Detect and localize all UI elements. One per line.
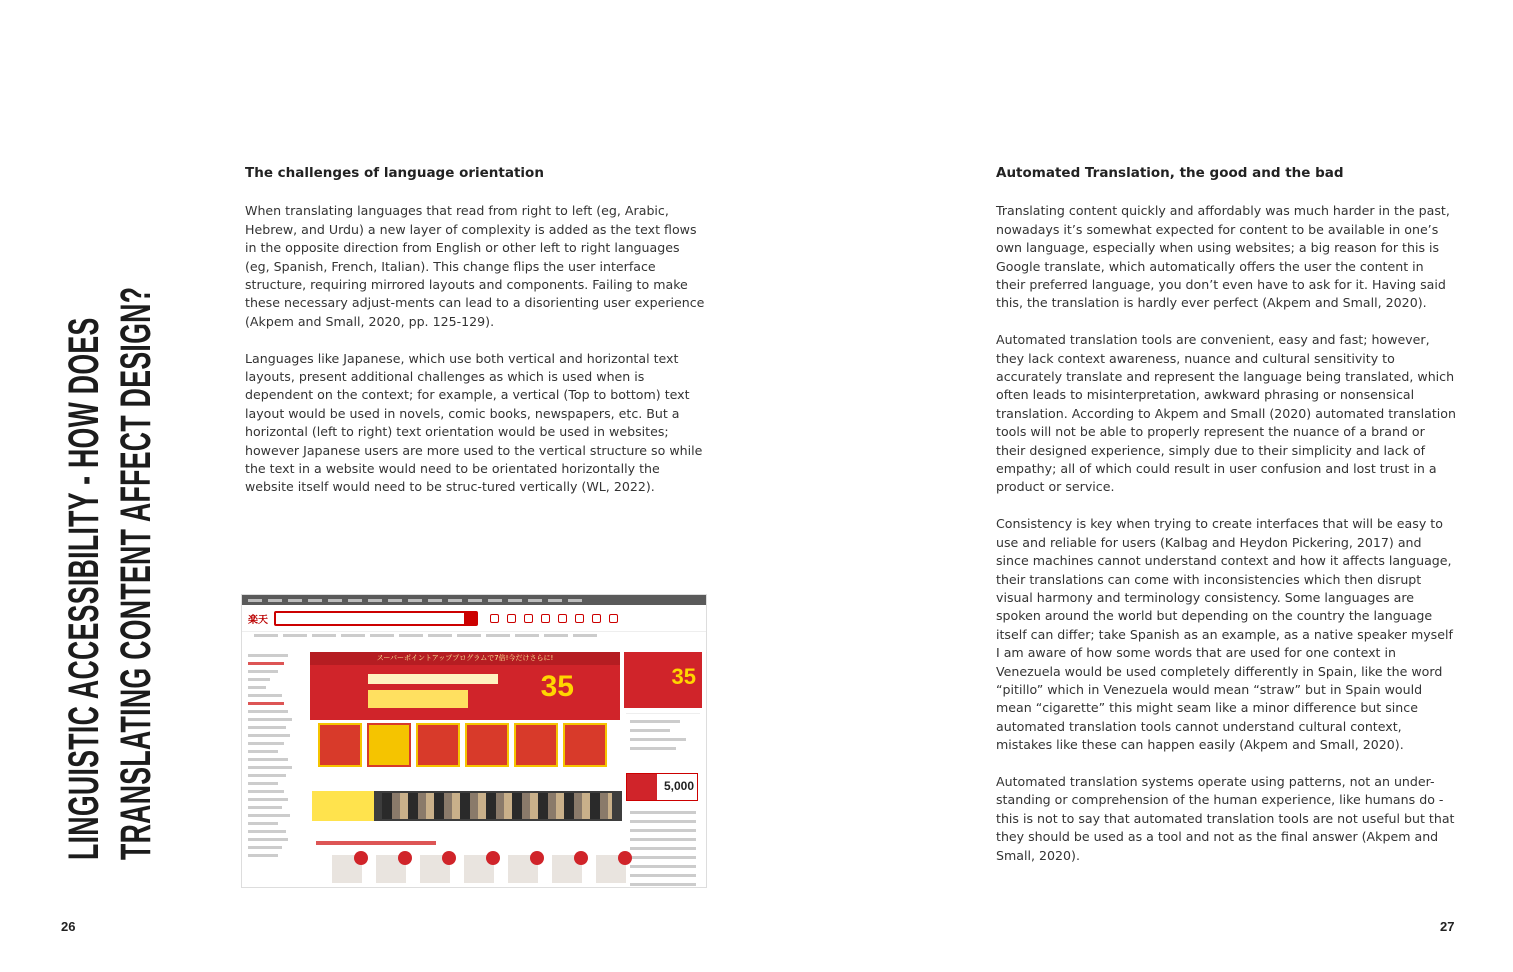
- right-paragraph-3: Consistency is key when trying to create interfaces that will be easy to use and reliable for users (Kalbag and Heydon Pickering, 2017) and since machines cannot understand context and how it affects language, their translations can come with inconsistencies which then disrupt visual harmony and terminology consistency. Some languages are spoken around the world but depending on the country the language itself can differ; take Spanish as an example, as a native speaker myself I am aware of how some words that are used for one context in Venezuela would be used completely differently in Spain, like the word “pitillo” which in Venezuela would mean “straw” but in Spain would mean “cigarette” this might seam like a minor difference but since automated translation tools cannot understand cultural context, mistakes like these can happen easily (Akpem and Small, 2020).: [996, 516, 1453, 753]
- screenshot-top-bar: [242, 595, 706, 605]
- banner-stripe-text: スーパーポイントアッププログラムで7倍!今だけさらに!: [310, 652, 620, 665]
- banner-subtitle: [368, 674, 498, 684]
- screenshot-logo: 楽天: [248, 614, 268, 626]
- right-paragraph-1: Translating content quickly and affordably was much harder in the past, nowadays it’s somewhat expected for content to be available in one’s own language, especially when using websites; a big reason for this is Google translate, which automatically offers the user the content in their preferred language, you don’t even have to ask for it. Having said this, the translation is hardly ever perfect (Akpem and Small, 2020).: [996, 203, 1450, 311]
- search-icon: [464, 613, 476, 624]
- left-paragraph-1: When translating languages that read from right to left (eg, Arabic, Hebrew, and Urdu) a new layer of complexity is added as the text flows in the opposite direction from English or other left to right languages (eg, Spanish, French, Italian). This change flips the user interface structure, requiring mirrored layouts and components. Failing to make these necessary adjust-ments can lead to a disorienting user experience (Akpem and Small, 2020, pp. 125-129).: [245, 203, 705, 329]
- screenshot-login-box: [626, 713, 700, 772]
- right-paragraph-2: Automated translation tools are convenient, easy and fast; however, they lack context awareness, nuance and cultural sensitivity to accurately translate and represent the language being translated, which often leads to misinterpretation, awkward phrasing or nonsensical translation. According to Akpem and Small (2020) automated translation tools will not be able to properly represent the nuance of a brand or their designed experience, simply due to their simplicity and lack of empathy; all of which could result in user confusion and lost trust in a product or service.: [996, 332, 1456, 495]
- right-paragraph-4: Automated translation systems operate using patterns, not an under-standing or comprehension of the human experience, like humans do - this is not to say that automated translation tools are not useful but that they should be used as a tool and not as the final answer (Akpem and Small, 2020).: [996, 773, 1455, 863]
- screenshot-main-banner: [310, 652, 620, 720]
- left-heading: The challenges of language orientation: [245, 165, 544, 181]
- screenshot-header: [242, 605, 706, 632]
- screenshot-deal-banner: [312, 791, 622, 821]
- page-number-left: 26: [61, 919, 76, 934]
- title-line-2: TRANSLATING CONTENT AFFECT DESIGN?: [112, 286, 160, 860]
- screenshot-card-promo: [626, 773, 698, 801]
- banner-subtitle-2: [368, 690, 468, 708]
- page-number-right: 27: [1440, 919, 1455, 934]
- vertical-chapter-title: [58, 150, 162, 860]
- screenshot-product-row: [332, 855, 626, 883]
- title-line-1: LINGUISTIC ACCESSIBILITY - HOW DOES: [60, 317, 108, 860]
- screenshot-right-list: [626, 805, 700, 888]
- screenshot-sidebar: [248, 649, 304, 862]
- left-paragraph-2: Languages like Japanese, which use both vertical and horizontal text layouts, present additional challenges as which is used when is dependent on the context; for example, a vertical (Top to bottom) text layout would be used in novels, comic books, newspapers, etc. But a horizontal (left to right) text orientation would be used in websites; however Japanese users are more used to the vertical structure so while the text in a website would need to be orientated horizontally the website itself would need to be struc-tured vertically (WL, 2022).: [245, 350, 703, 495]
- screenshot-subnav: [242, 632, 706, 646]
- screenshot-super-deal-heading: [316, 841, 436, 845]
- screenshot-header-icons: [490, 614, 618, 623]
- banner-big-number: 35: [540, 670, 574, 703]
- screenshot-promo-tiles: [318, 723, 607, 767]
- screenshot-side-promo: [624, 652, 702, 708]
- promo-big-number: 35: [671, 664, 696, 689]
- left-column: [245, 164, 705, 515]
- right-column: [996, 164, 1456, 883]
- right-heading: Automated Translation, the good and the bad: [996, 165, 1344, 181]
- screenshot-search-box: [274, 611, 478, 626]
- card-value: 5,000: [663, 779, 694, 793]
- rakuten-website-screenshot: [241, 594, 707, 888]
